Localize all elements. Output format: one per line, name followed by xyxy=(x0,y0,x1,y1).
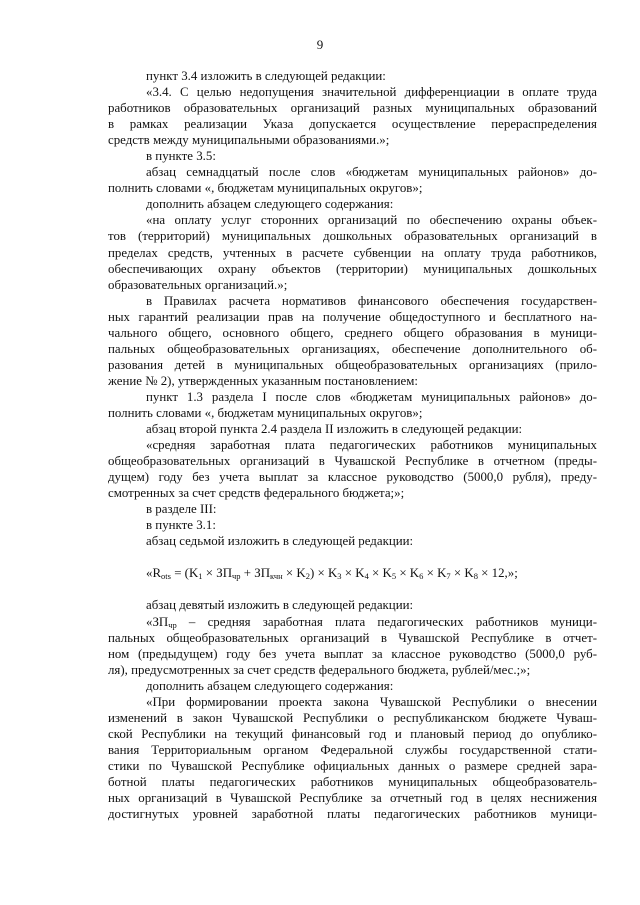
formula-subscript: 3 xyxy=(337,571,342,582)
text-line: абзац девятый изложить в следующей редакции: xyxy=(146,598,414,613)
formula-part: × ЗП xyxy=(202,566,233,581)
text-line xyxy=(108,614,597,630)
text-line: общеобразовательных организаций в Чувашской Республике в отчетном (преды- xyxy=(108,454,597,469)
formula-subscript: 2 xyxy=(305,571,310,582)
zp-subscript: чр xyxy=(168,619,177,630)
text-line: абзац семнадцатый после слов «бюджетам муниципальных районов» до- xyxy=(146,165,597,180)
text-line: дополнить абзацем следующего содержания: xyxy=(146,678,394,693)
text-line: жение № 2), утвержденных указанным постановлением: xyxy=(108,373,418,388)
formula-part: = (K xyxy=(170,566,199,581)
text-line: работников образовательных организаций разных муниципальных образований xyxy=(108,101,597,116)
formula-subscript: кчн xyxy=(270,571,283,582)
formula-subscript: 7 xyxy=(446,571,451,582)
formula-part: ) × K xyxy=(309,566,338,581)
text-line: изменений в закон Чувашской Республики о республиканском бюджете Чуваш- xyxy=(108,710,597,725)
formula-subscript: 6 xyxy=(419,571,424,582)
text-line: в рамках реализации Указа допускается осуществление перераспределения xyxy=(108,117,597,132)
text-line: в пункте 3.5: xyxy=(146,149,216,164)
text-line: пункт 1.3 раздела I после слов «бюджетам муниципальных районов» до- xyxy=(146,389,597,404)
spacer xyxy=(108,549,597,565)
text-line: вания Территориальным органом Федеральной службы государственной стати- xyxy=(108,742,597,757)
document-body xyxy=(108,68,597,822)
text-line: в Правилах расчета нормативов финансового обеспечения государствен- xyxy=(146,293,597,308)
text-line: «При формировании проекта закона Чувашской Республики о внесении xyxy=(146,694,597,709)
text-line: ской Республики на текущий финансовый год и плановый период до опублико- xyxy=(108,726,597,741)
formula-subscript: ots xyxy=(161,571,171,582)
text-line: пальных общеобразовательных организаций в Чувашской Республике в отчет- xyxy=(108,630,597,645)
text-line: ля), предусмотренных за счет средств федерального бюджета, рублей/мес.;»; xyxy=(108,662,531,677)
formula-subscript: 5 xyxy=(391,571,397,582)
text-line: достигнутых уровней заработной платы педагогических работников муници- xyxy=(108,807,597,822)
formula-part: × K xyxy=(450,566,474,581)
text-line: стики по Чувашской Республике официальных данных о размере средней зара- xyxy=(108,758,597,773)
text-line: абзац второй пункта 2.4 раздела II изложить в следующей редакции: xyxy=(146,422,523,437)
text-line: ном (предыдущем) году без учета выплат за классное руководство (5000,0 руб- xyxy=(108,646,597,661)
formula-part: + ЗП xyxy=(240,566,271,581)
text-line: полнить словами «, бюджетам муниципальных округов»; xyxy=(108,181,423,196)
text-line: в разделе III: xyxy=(146,502,217,517)
text-line: в пункте 3.1: xyxy=(146,518,216,533)
formula-part: × 12,»; xyxy=(477,566,518,581)
text-line: образовательных организаций.»; xyxy=(108,277,288,292)
paragraphs-after-formula xyxy=(108,597,597,822)
text-line: ных организаций в Чувашской Республике за отчетный год в целях неснижения xyxy=(108,791,597,806)
formula-part: × K xyxy=(396,566,420,581)
text-line: абзац седьмой изложить в следующей редакции: xyxy=(146,534,414,549)
text-line: дущем) году без учета выплат за классное руководство (5000,0 рубля), преду- xyxy=(108,470,597,485)
formula-part: × K xyxy=(282,566,306,581)
formula-part: «R xyxy=(146,566,162,581)
text-line: смотренных за счет средств федерального бюджета;»; xyxy=(108,486,405,501)
text-line: пределах средств, учтенных в расчете субвенции на оплату труда работников, xyxy=(108,245,597,260)
paragraphs-before-formula xyxy=(108,68,597,549)
text-line: чального общего, основного общего, среднего общего образования в муници- xyxy=(108,325,597,340)
text-line: ботной платы педагогических работников муниципальных общеобразователь- xyxy=(108,774,597,789)
text-line: «средняя заработная плата педагогических работников муниципальных xyxy=(146,438,597,453)
formula-part: × K xyxy=(341,566,365,581)
formula-part: × K xyxy=(423,566,447,581)
spacer xyxy=(108,581,597,597)
formula-subscript: чр xyxy=(232,571,241,582)
text-line: средств между муниципальными образованиями.»; xyxy=(108,133,390,148)
line-text: – средняя заработная плата педагогических работников муници- xyxy=(176,614,597,629)
text-line: тов (территорий) муниципальных дошкольных образовательных организаций в xyxy=(108,229,597,244)
text-line: «на оплату услуг сторонних организаций по обеспечению охраны объек- xyxy=(146,213,597,228)
text-line: пальных общеобразовательных организациях, обеспечение дополнительного об- xyxy=(108,341,597,356)
formula-rots xyxy=(108,565,597,581)
text-line: пункт 3.4 изложить в следующей редакции: xyxy=(146,69,386,83)
zp-symbol: «ЗП xyxy=(146,614,169,629)
formula-part: × K xyxy=(368,566,392,581)
formula-subscript: 1 xyxy=(198,571,203,582)
text-line: полнить словами «, бюджетам муниципальных округов»; xyxy=(108,405,423,420)
text-line: обеспечивающих охрану объектов (территории) муниципальных дошкольных xyxy=(108,261,597,276)
text-line: разования детей в муниципальных общеобразовательных организациях (прило- xyxy=(108,357,597,372)
formula-subscript: 8 xyxy=(473,571,478,582)
text-line: «3.4. С целью недопущения значительной дифференциации в оплате труда xyxy=(146,85,597,100)
page-number: 9 xyxy=(316,37,324,52)
formula-subscript: 4 xyxy=(364,571,369,582)
text-line: дополнить абзацем следующего содержания: xyxy=(146,197,394,212)
text-line: ных гарантий реализации прав на получение общедоступного и бесплатного на- xyxy=(108,309,597,324)
